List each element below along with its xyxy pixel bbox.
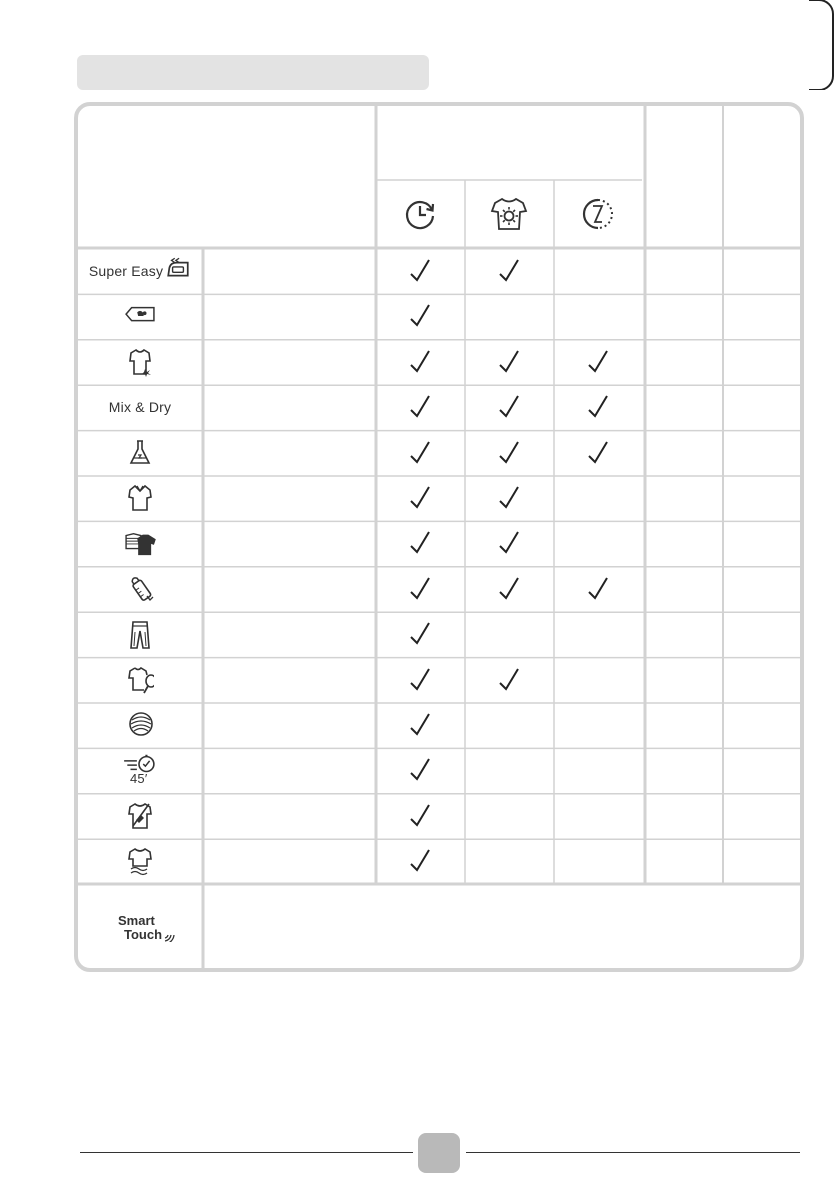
check-mark-icon bbox=[497, 257, 523, 287]
shirt-crossed-icon bbox=[126, 801, 154, 831]
row-icon-tag bbox=[80, 294, 200, 338]
check-mark-icon bbox=[408, 257, 434, 287]
check-mark-icon bbox=[408, 393, 434, 423]
check-mark-icon bbox=[408, 484, 434, 514]
super-easy-label: Super Easy bbox=[88, 263, 164, 279]
check-mark-icon bbox=[497, 484, 523, 514]
row-icon-hygiene bbox=[80, 340, 200, 384]
check-mark-icon bbox=[586, 393, 612, 423]
row-icon-no-iron bbox=[80, 794, 200, 838]
row-icon-flask bbox=[80, 431, 200, 475]
check-mark-icon bbox=[497, 666, 523, 696]
nfc-waves-icon bbox=[162, 926, 178, 942]
mix-dry-label: Mix & Dry bbox=[108, 399, 172, 416]
footer-rule-left bbox=[80, 1152, 413, 1153]
check-mark-icon bbox=[408, 529, 434, 559]
steam-shirt-icon bbox=[126, 846, 154, 876]
clock-icon bbox=[402, 196, 438, 232]
polo-shirt-icon bbox=[126, 483, 154, 513]
check-mark-icon bbox=[408, 711, 434, 741]
row-icon-baby bbox=[80, 567, 200, 611]
page-number-tab bbox=[418, 1133, 460, 1173]
half-timer-icon bbox=[580, 196, 616, 232]
check-mark-icon bbox=[408, 575, 434, 605]
rapid-45-label: 45′ bbox=[130, 771, 148, 787]
smart-touch-logo bbox=[80, 906, 200, 950]
shirt-sparkle-icon bbox=[126, 347, 154, 377]
smart-touch-line1: Smart bbox=[117, 913, 155, 928]
jeans-icon bbox=[126, 619, 154, 649]
check-mark-icon bbox=[408, 302, 434, 332]
check-mark-icon bbox=[408, 620, 434, 650]
sun-shirt-icon bbox=[490, 196, 528, 232]
row-icon-wool bbox=[80, 703, 200, 747]
check-mark-icon bbox=[408, 847, 434, 877]
shirt-racket-icon bbox=[126, 665, 154, 695]
label-tag-icon bbox=[120, 303, 160, 329]
check-mark-icon bbox=[497, 393, 523, 423]
check-mark-icon bbox=[586, 575, 612, 605]
check-mark-icon bbox=[497, 348, 523, 378]
baby-bottle-icon bbox=[126, 574, 154, 604]
check-mark-icon bbox=[586, 348, 612, 378]
check-mark-icon bbox=[408, 756, 434, 786]
check-mark-icon bbox=[586, 439, 612, 469]
row-icon-mix-dry bbox=[80, 385, 200, 429]
check-mark-icon bbox=[497, 439, 523, 469]
footer-rule-right bbox=[466, 1152, 800, 1153]
row-icon-steam-shirt bbox=[80, 839, 200, 883]
dark-clothes-icon bbox=[120, 530, 160, 556]
row-icon-super-easy bbox=[80, 249, 200, 293]
flask-icon bbox=[126, 438, 154, 468]
row-icon-jeans bbox=[80, 612, 200, 656]
row-icon-shirt bbox=[80, 476, 200, 520]
check-mark-icon bbox=[408, 666, 434, 696]
check-mark-icon bbox=[408, 439, 434, 469]
wool-ball-icon bbox=[126, 710, 154, 740]
row-icon-dark bbox=[80, 521, 200, 565]
check-mark-icon bbox=[497, 575, 523, 605]
row-icon-rapid-45 bbox=[80, 748, 200, 792]
smart-touch-line2: Touch bbox=[123, 927, 163, 942]
row-icon-sport bbox=[80, 658, 200, 702]
check-mark-icon bbox=[408, 802, 434, 832]
check-mark-icon bbox=[408, 348, 434, 378]
check-mark-icon bbox=[497, 529, 523, 559]
iron-icon bbox=[165, 257, 191, 279]
